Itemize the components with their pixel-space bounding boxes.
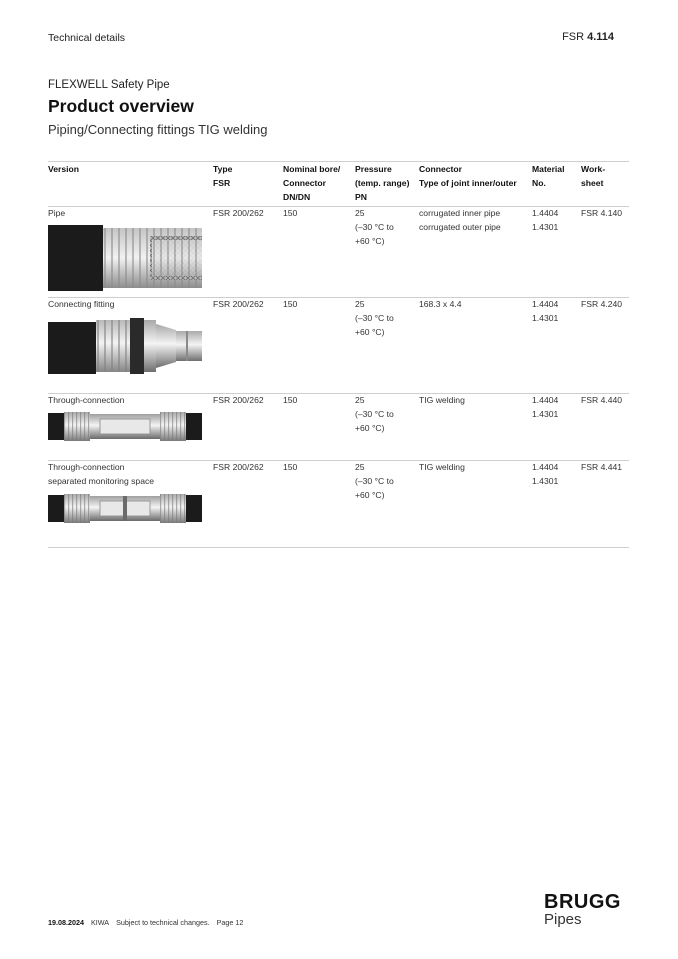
- document-number: [562, 31, 614, 43]
- table-row: [48, 298, 629, 394]
- material-cell: 1.4404 1.4301: [532, 462, 559, 487]
- column-header-nominal-bore: Nominal bore/ Connector DN/DN: [283, 164, 341, 202]
- product-table: [48, 161, 629, 548]
- version-cell: Connecting fitting: [48, 298, 213, 394]
- footer-date: 19.08.2024: [48, 918, 84, 927]
- pressure-cell: 25 (–30 °C to +60 °C): [355, 299, 394, 337]
- pressure-cell: 25 (–30 °C to +60 °C): [355, 462, 394, 500]
- footer-page: Page 12: [216, 918, 244, 927]
- type-cell: FSR 200/262: [213, 208, 264, 219]
- footer-org: KIWA: [90, 918, 110, 927]
- nominal-bore-cell: 150: [283, 462, 298, 473]
- column-header-type: Type FSR: [213, 164, 233, 188]
- brugg-logo: [544, 892, 621, 928]
- doc-prefix: FSR: [562, 31, 585, 43]
- through-connection-image: [48, 410, 202, 443]
- column-header-pressure: Pressure (temp. range) PN: [355, 164, 410, 202]
- connector-cell: TIG welding: [419, 395, 465, 406]
- nominal-bore-cell: 150: [283, 208, 298, 219]
- logo-brand: BRUGG: [544, 891, 621, 913]
- table-row: [48, 461, 629, 548]
- worksheet-cell: FSR 4.240: [581, 299, 623, 310]
- column-header-material: Material No.: [532, 164, 565, 188]
- pressure-cell: 25 (–30 °C to +60 °C): [355, 208, 394, 246]
- worksheet-cell: FSR 4.440: [581, 395, 623, 406]
- version-cell: Pipe: [48, 207, 213, 298]
- section-label: Technical details: [48, 32, 126, 44]
- doc-number: 4.114: [587, 31, 614, 43]
- column-header-version: Version: [48, 164, 80, 174]
- material-cell: 1.4404 1.4301: [532, 395, 559, 420]
- column-header-worksheet: Work- sheet: [581, 164, 606, 188]
- table-row: [48, 394, 629, 461]
- version-cell: Through-connection: [48, 394, 213, 461]
- logo-sub: Pipes: [544, 911, 582, 928]
- table-row: [48, 207, 629, 298]
- footer: [48, 918, 250, 927]
- worksheet-cell: FSR 4.441: [581, 462, 623, 473]
- nominal-bore-cell: 150: [283, 395, 298, 406]
- connector-cell: TIG welding: [419, 462, 465, 473]
- page-subtitle: Piping/Connecting fittings TIG welding: [48, 122, 268, 137]
- type-cell: FSR 200/262: [213, 395, 264, 406]
- worksheet-cell: FSR 4.140: [581, 208, 623, 219]
- material-cell: 1.4404 1.4301: [532, 208, 559, 233]
- pipe-image: [48, 223, 202, 293]
- version-cell: Through-connection separated monitoring space: [48, 461, 213, 548]
- type-cell: FSR 200/262: [213, 299, 264, 310]
- connector-cell: 168.3 x 4.4: [419, 299, 462, 310]
- table-header-row: [48, 162, 629, 207]
- column-header-connector: Connector Type of joint inner/outer: [419, 164, 517, 188]
- footer-note: Subject to technical changes.: [116, 918, 210, 927]
- through-connection-separated-image: [48, 492, 202, 525]
- nominal-bore-cell: 150: [283, 299, 298, 310]
- connecting-fitting-image: [48, 314, 202, 378]
- pressure-cell: 25 (–30 °C to +60 °C): [355, 395, 394, 433]
- type-cell: FSR 200/262: [213, 462, 264, 473]
- material-cell: 1.4404 1.4301: [532, 299, 559, 324]
- product-name: FLEXWELL Safety Pipe: [48, 79, 170, 91]
- page-title: Product overview: [48, 96, 194, 116]
- connector-cell: corrugated inner pipe corrugated outer pipe: [419, 208, 501, 233]
